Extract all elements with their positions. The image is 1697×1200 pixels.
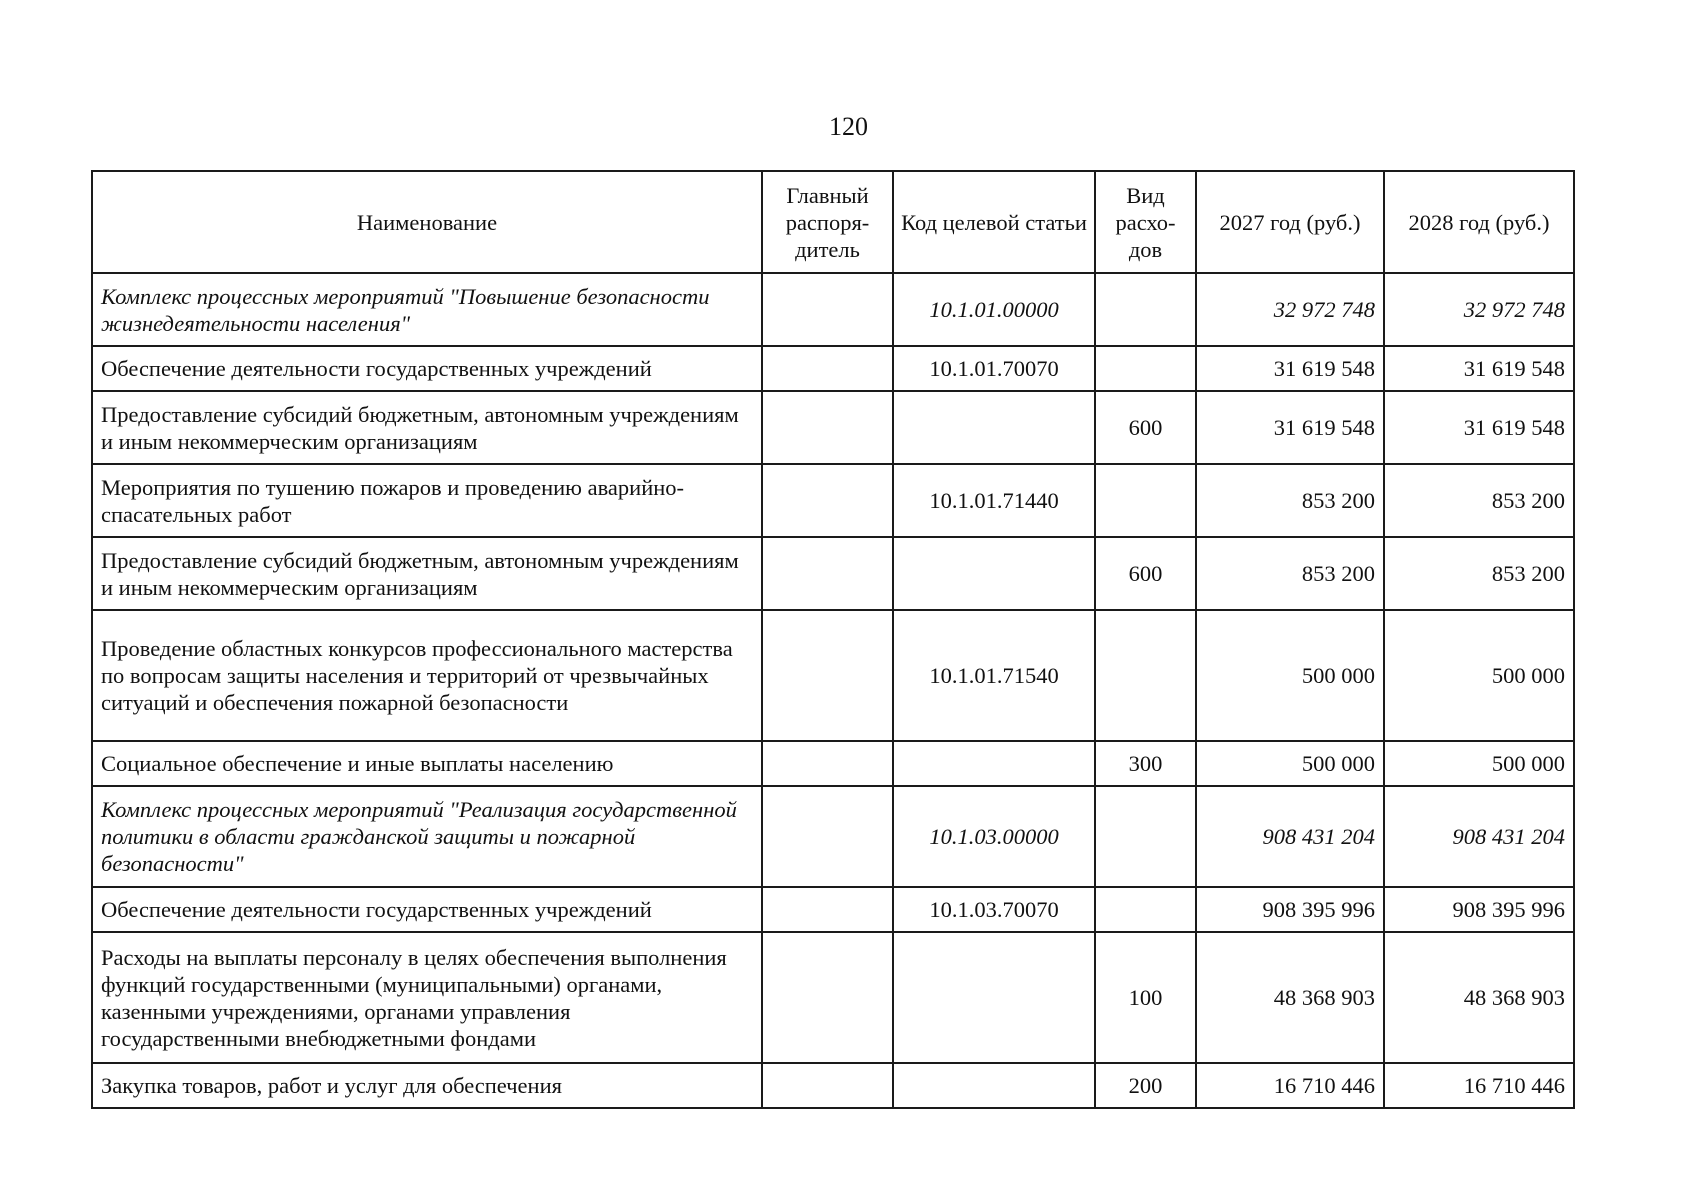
row-vid — [1095, 464, 1196, 537]
row-2028: 500 000 — [1384, 610, 1574, 741]
row-2027: 853 200 — [1196, 464, 1384, 537]
row-vid — [1095, 786, 1196, 887]
row-name: Обеспечение деятельности государственных учреждений — [92, 887, 762, 932]
row-code: 10.1.03.70070 — [893, 887, 1095, 932]
row-manager — [762, 741, 893, 786]
row-2027: 16 710 446 — [1196, 1063, 1384, 1108]
row-vid — [1095, 610, 1196, 741]
row-2028: 853 200 — [1384, 537, 1574, 610]
row-name: Закупка товаров, работ и услуг для обеспечения — [92, 1063, 762, 1108]
row-code — [893, 932, 1095, 1063]
row-name: Обеспечение деятельности государственных учреждений — [92, 346, 762, 391]
header-vid: Вид расхо-дов — [1095, 171, 1196, 273]
row-2027: 31 619 548 — [1196, 391, 1384, 464]
table-row — [92, 610, 1574, 741]
row-2028: 853 200 — [1384, 464, 1574, 537]
table-row — [92, 786, 1574, 887]
table-row — [92, 346, 1574, 391]
row-name: Предоставление субсидий бюджетным, автономным учреждениям и иным некоммерческим организациям — [92, 537, 762, 610]
row-vid: 300 — [1095, 741, 1196, 786]
header-2028: 2028 год (руб.) — [1384, 171, 1574, 273]
row-manager — [762, 391, 893, 464]
row-manager — [762, 1063, 893, 1108]
table-row — [92, 741, 1574, 786]
row-2028: 32 972 748 — [1384, 273, 1574, 346]
row-vid — [1095, 273, 1196, 346]
row-manager — [762, 887, 893, 932]
row-manager — [762, 346, 893, 391]
row-code — [893, 741, 1095, 786]
row-2028: 908 431 204 — [1384, 786, 1574, 887]
row-manager — [762, 932, 893, 1063]
row-2028: 16 710 446 — [1384, 1063, 1574, 1108]
row-manager — [762, 273, 893, 346]
row-name: Проведение областных конкурсов профессионального мастерства по вопросам защиты населения и территорий от чрезвычайных ситуаций и обеспечения пожарной безопасности — [92, 610, 762, 741]
row-manager — [762, 610, 893, 741]
header-name: Наименование — [92, 171, 762, 273]
row-2027: 853 200 — [1196, 537, 1384, 610]
row-2027: 908 395 996 — [1196, 887, 1384, 932]
row-vid — [1095, 887, 1196, 932]
row-vid: 600 — [1095, 391, 1196, 464]
row-2028: 31 619 548 — [1384, 391, 1574, 464]
row-code: 10.1.01.71540 — [893, 610, 1095, 741]
table-row — [92, 464, 1574, 537]
row-vid: 200 — [1095, 1063, 1196, 1108]
row-2027: 500 000 — [1196, 741, 1384, 786]
row-code: 10.1.01.70070 — [893, 346, 1095, 391]
table-row — [92, 537, 1574, 610]
row-2028: 48 368 903 — [1384, 932, 1574, 1063]
row-manager — [762, 786, 893, 887]
row-2027: 48 368 903 — [1196, 932, 1384, 1063]
row-name: Социальное обеспечение и иные выплаты населению — [92, 741, 762, 786]
row-code — [893, 537, 1095, 610]
table-row — [92, 391, 1574, 464]
row-code — [893, 391, 1095, 464]
row-vid — [1095, 346, 1196, 391]
row-code — [893, 1063, 1095, 1108]
row-name: Предоставление субсидий бюджетным, автономным учреждениям и иным некоммерческим организациям — [92, 391, 762, 464]
row-2028: 31 619 548 — [1384, 346, 1574, 391]
row-vid: 600 — [1095, 537, 1196, 610]
header-2027: 2027 год (руб.) — [1196, 171, 1384, 273]
row-code: 10.1.01.71440 — [893, 464, 1095, 537]
page-number: 120 — [829, 112, 868, 141]
row-code: 10.1.03.00000 — [893, 786, 1095, 887]
row-2028: 908 395 996 — [1384, 887, 1574, 932]
row-2027: 31 619 548 — [1196, 346, 1384, 391]
row-name: Расходы на выплаты персоналу в целях обеспечения выполнения функций государственными (муниципальными) органами, казенными учреждениями, органами управления государственными внебюджетными фондами — [92, 932, 762, 1063]
row-vid: 100 — [1095, 932, 1196, 1063]
table-row — [92, 887, 1574, 932]
row-2027: 908 431 204 — [1196, 786, 1384, 887]
row-manager — [762, 537, 893, 610]
table-row — [92, 932, 1574, 1063]
table-header-row — [92, 171, 1574, 273]
row-2028: 500 000 — [1384, 741, 1574, 786]
header-code: Код целевой статьи — [893, 171, 1095, 273]
table-row — [92, 273, 1574, 346]
row-name: Комплекс процессных мероприятий "Реализация государственной политики в области гражданской защиты и пожарной безопасности" — [92, 786, 762, 887]
row-2027: 500 000 — [1196, 610, 1384, 741]
budget-table — [91, 170, 1575, 1109]
row-name: Мероприятия по тушению пожаров и проведению аварийно-спасательных работ — [92, 464, 762, 537]
row-2027: 32 972 748 — [1196, 273, 1384, 346]
table-row — [92, 1063, 1574, 1108]
row-name: Комплекс процессных мероприятий "Повышение безопасности жизнедеятельности населения" — [92, 273, 762, 346]
header-manager: Главный распоря-дитель — [762, 171, 893, 273]
row-code: 10.1.01.00000 — [893, 273, 1095, 346]
row-manager — [762, 464, 893, 537]
